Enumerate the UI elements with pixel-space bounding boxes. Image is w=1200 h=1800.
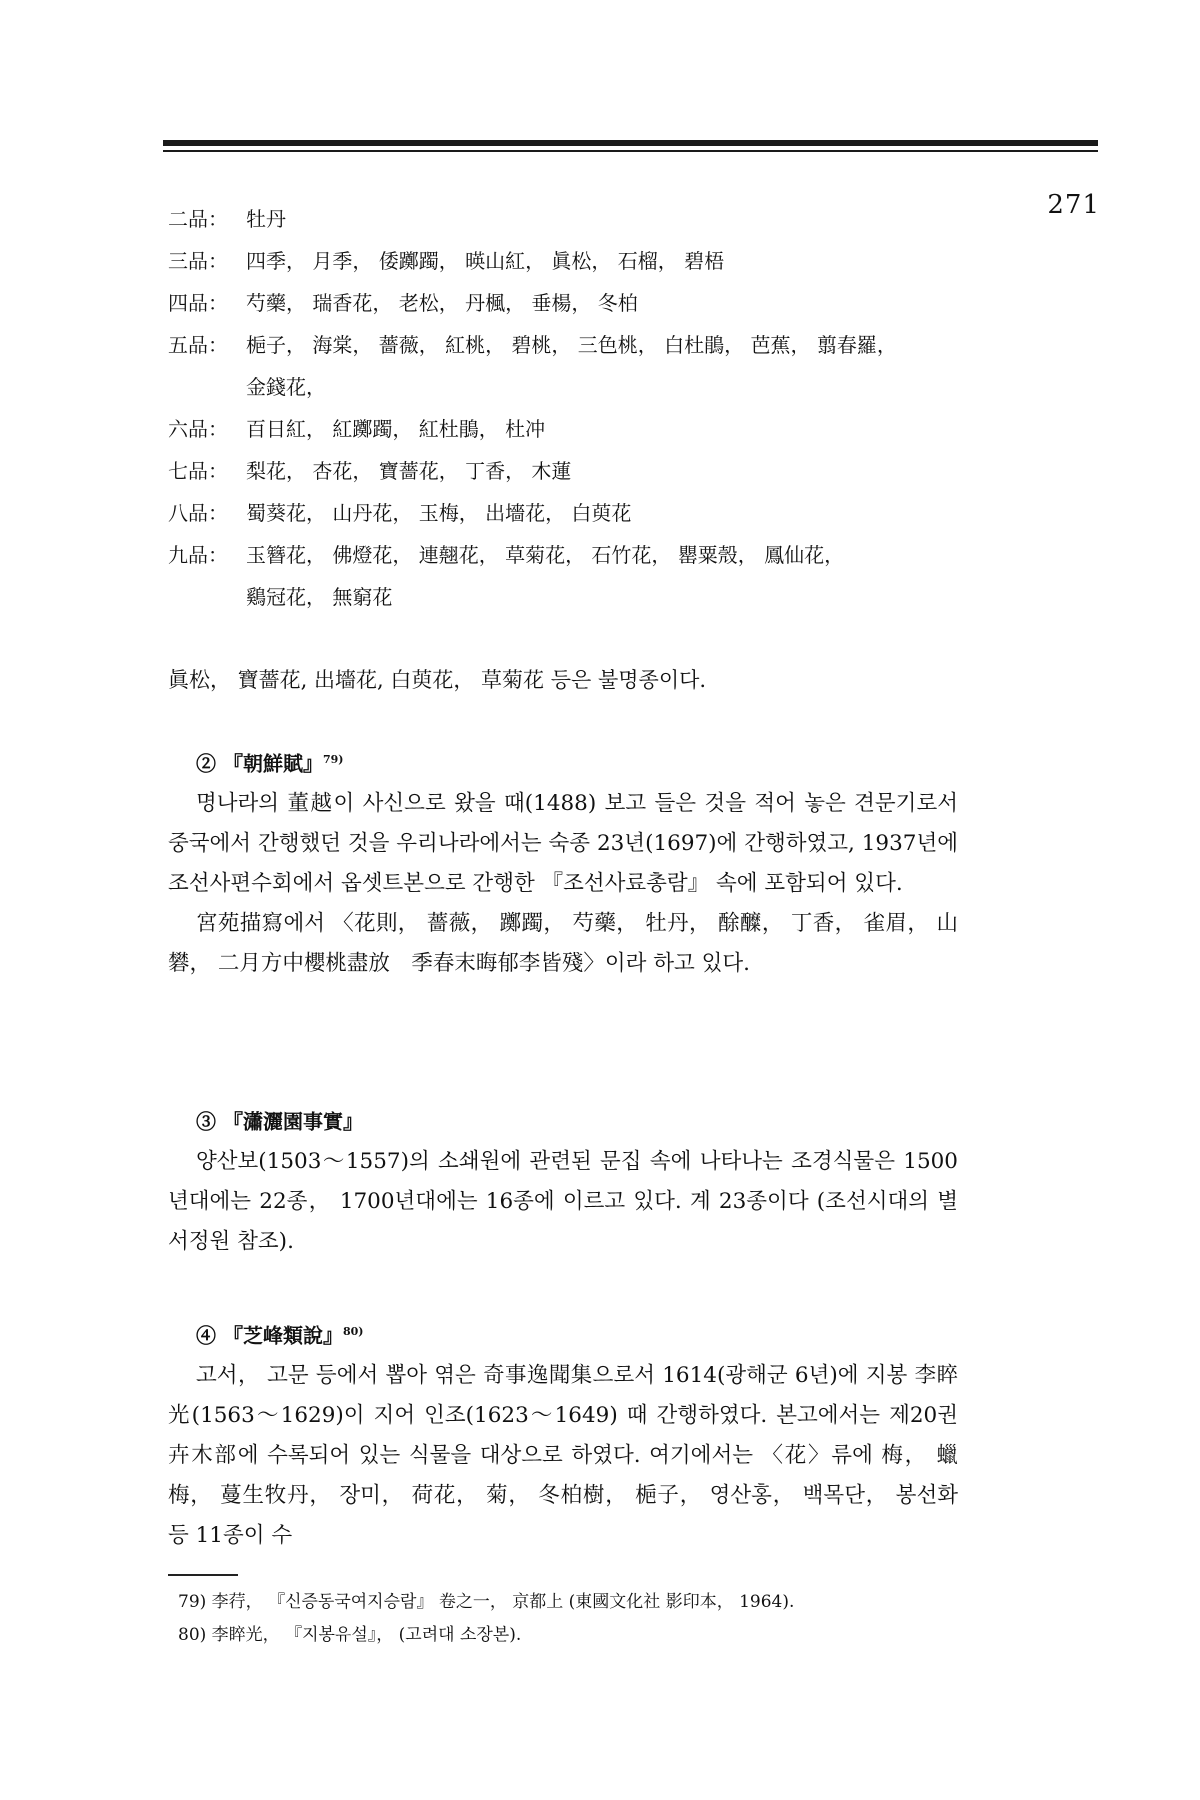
rank-items: 芍藥， 瑞香花， 老松， 丹楓， 垂楊， 冬柏	[246, 291, 638, 315]
footnote-rule	[168, 1574, 238, 1576]
rank-items: 梔子， 海棠， 薔薇， 紅桃， 碧桃， 三色桃， 白杜鵑， 芭蕉， 翦春羅，	[246, 333, 897, 357]
footnote-ref: 80)	[342, 1325, 364, 1338]
rank-label: 六品：	[168, 417, 228, 441]
rank-row	[168, 324, 988, 366]
rank-row	[168, 240, 988, 282]
rank-items: 百日紅， 紅躑躅， 紅杜鵑， 杜冲	[246, 417, 546, 441]
rank-row	[168, 576, 988, 618]
rank-label: 九品：	[168, 543, 228, 567]
rank-items: 梨花， 杏花， 寶薔花， 丁香， 木蓮	[246, 459, 572, 483]
footnotes	[178, 1586, 794, 1652]
section-title	[196, 1312, 958, 1356]
rank-label: 三品：	[168, 249, 228, 273]
rank-label: 七品：	[168, 459, 228, 483]
rank-row	[168, 492, 988, 534]
section-paragraph: 고서， 고문 등에서 뽑아 엮은 奇事逸聞集으로서 1614(광해군 6년)에 지봉 李睟光(1563～1629)이 지어 인조(1623～1649) 때 간행하였다. 본고에서는 제20권 卉木部에 수록되어 있는 식물을 대상으로 하였다. 여기에서는 〈花〉류에 梅， 蠟梅， 蔓生牧丹， 장미， 荷花， 菊， 冬柏樹， 梔子， 영산홍， 백목단， 봉선화 등 11종이 수	[168, 1362, 958, 1548]
rank-row	[168, 408, 988, 450]
rank-items: 鷄冠花， 無窮花	[246, 585, 393, 609]
header-rule-thick	[163, 140, 1098, 146]
rank-row	[168, 366, 988, 408]
section-paragraph: 양산보(1503～1557)의 소쇄원에 관련된 문집 속에 나타나는 조경식물은 1500년대에는 22종， 1700년대에는 16종에 이르고 있다. 계 23종이다 (조선시대의 별서정원 참조).	[168, 1148, 958, 1254]
section-paragraph: 宮苑描寫에서 〈花則， 薔薇， 躑躅， 芍藥， 牡丹， 酴醾， 丁香， 雀眉， 山礬， 二月方中櫻桃盡放 季春末晦郁李皆殘〉이라 하고 있다.	[168, 910, 958, 976]
page-number: 271	[1047, 190, 1100, 220]
section-soswaewon	[168, 1098, 958, 1262]
unidentified-species-note: 眞松， 寶薔花, 出墻花, 白萸花， 草菊花 등은 불명종이다.	[168, 668, 707, 692]
rank-row	[168, 534, 988, 576]
footnote: 80) 李睟光， 『지봉유설』， (고려대 소장본).	[178, 1625, 522, 1645]
rank-label: 五品：	[168, 333, 228, 357]
footnote: 79) 李荇， 『신증동국여지승람』 卷之一， 京都上 (東國文化社 影印本， 1964).	[178, 1592, 795, 1612]
section-title-text: ④ 『芝峰類說』	[196, 1323, 343, 1348]
rank-items: 金錢花，	[246, 375, 326, 399]
rank-items: 四季， 月季， 倭躑躅， 暎山紅， 眞松， 石榴， 碧梧	[246, 249, 725, 273]
rank-label	[168, 366, 246, 408]
rank-items: 蜀葵花， 山丹花， 玉梅， 出墻花， 白萸花	[246, 501, 632, 525]
rank-items: 牡丹	[246, 207, 286, 231]
section-joseonbu	[168, 740, 958, 984]
rank-row	[168, 450, 988, 492]
rank-label: 八品：	[168, 501, 228, 525]
flower-rank-list	[168, 198, 988, 618]
section-title	[196, 740, 958, 784]
rank-row	[168, 282, 988, 324]
rank-row	[168, 198, 988, 240]
section-paragraph: 명나라의 董越이 사신으로 왔을 때(1488) 보고 들은 것을 적어 놓은 견문기로서 중국에서 간행했던 것을 우리나라에서는 숙종 23년(1697)에 간행하였고, 1937년에 조선사편수회에서 옵셋트본으로 간행한 『조선사료총람』 속에 포함되어 있다.	[168, 790, 958, 896]
section-title-text: ② 『朝鮮賦』	[196, 751, 323, 776]
rank-label: 二品：	[168, 207, 228, 231]
header-rule-thin	[163, 150, 1098, 152]
footnote-ref: 79)	[322, 753, 344, 766]
section-title-text: ③ 『瀟灑園事實』	[196, 1109, 363, 1134]
section-jibongyuseol	[168, 1312, 958, 1556]
rank-items: 玉簪花， 佛燈花， 連翹花， 草菊花， 石竹花， 罌粟殼， 鳳仙花，	[246, 543, 845, 567]
section-title	[196, 1098, 958, 1142]
rank-label	[168, 576, 246, 618]
rank-label: 四品：	[168, 291, 228, 315]
